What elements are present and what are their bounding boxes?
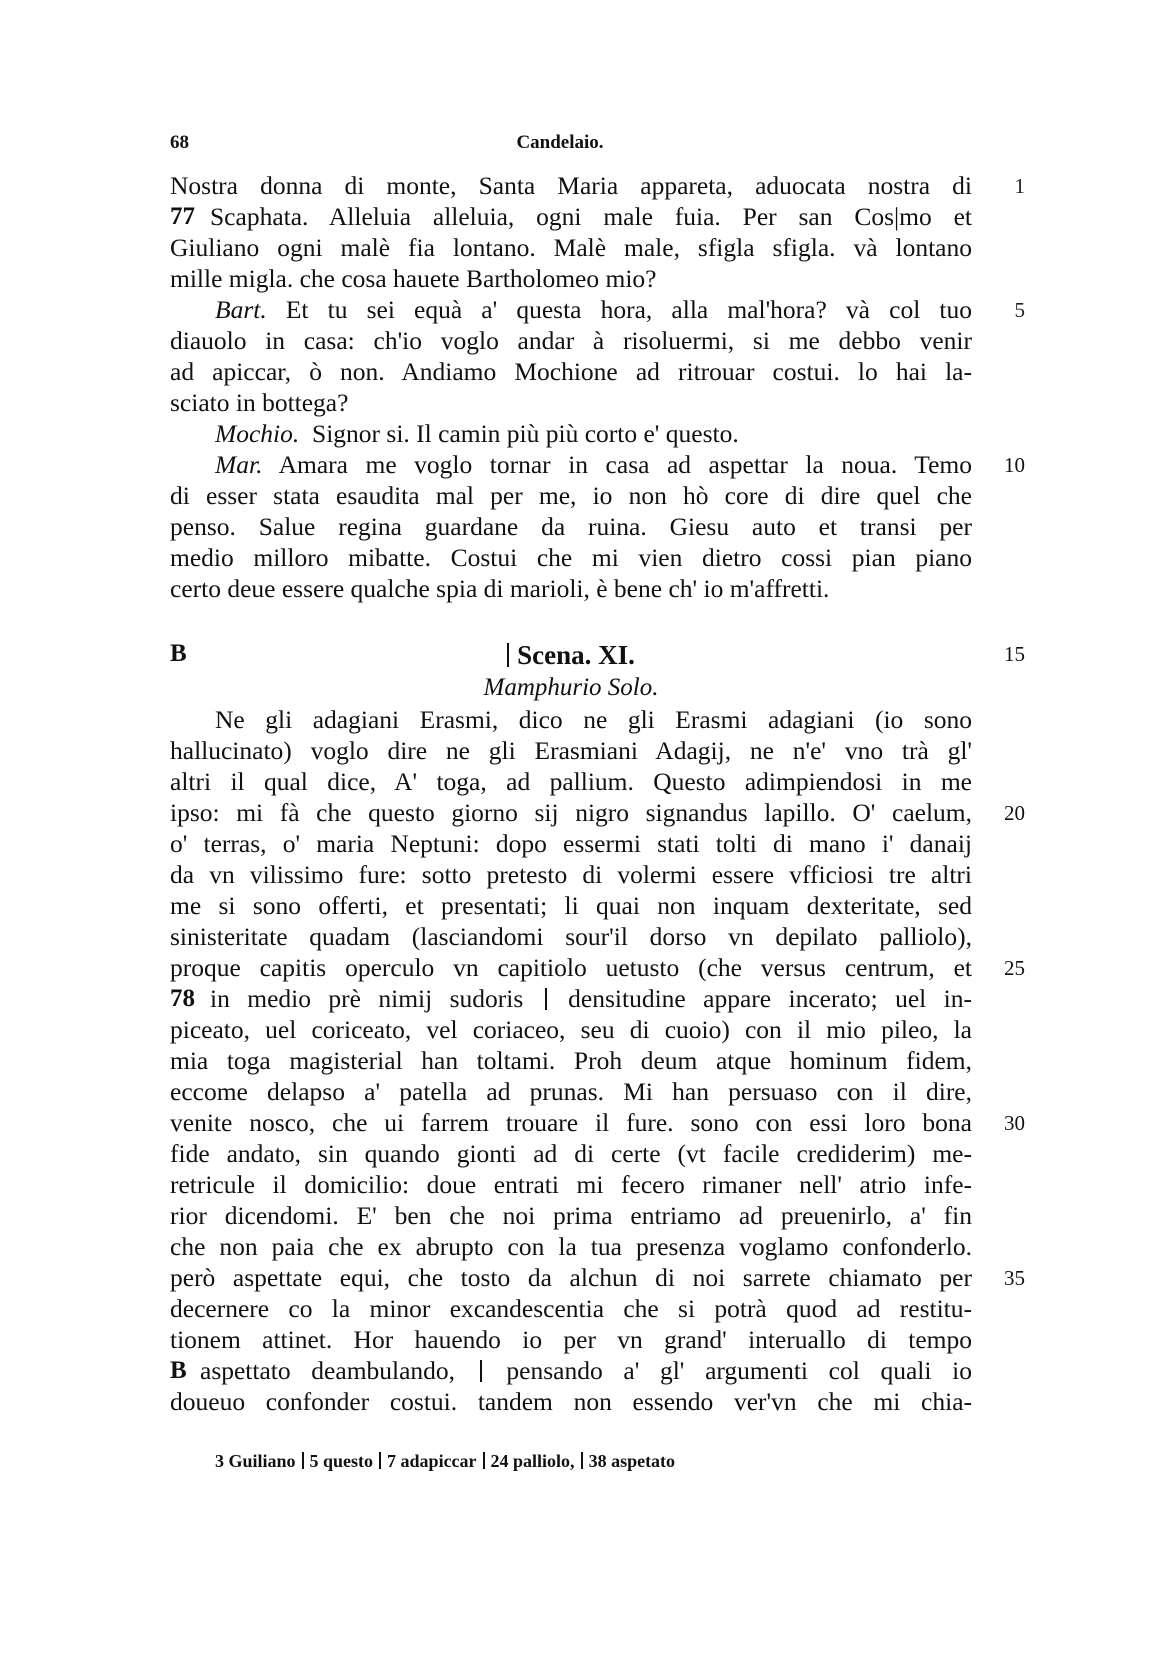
text-line: certo deue essere qualche spia di marioli, è bene ch' io m'affretti. xyxy=(170,574,830,603)
text-line: diauolo in casa: ch'io voglo andar à risoluermi, si me debbo venir xyxy=(170,326,972,355)
apparatus-note: 38 aspetato xyxy=(588,1451,676,1471)
separator-bar xyxy=(581,1452,583,1469)
text-line: Scaphata. Alleluia alleluia, ogni male fuia. Per san Cos|mo et xyxy=(210,202,972,231)
separator-bar xyxy=(545,988,547,1010)
separator-bar xyxy=(483,1452,485,1469)
text-line: me si sono offerti, et presentati; li quai non inquam dexteritate, sed xyxy=(170,891,972,920)
margin-marker-b: B xyxy=(170,1357,187,1384)
text-line: mia toga magisterial han toltami. Proh deum atque hominum fidem, xyxy=(170,1046,972,1075)
line-number: 15 xyxy=(1004,642,1025,666)
text-line: rior dicendomi. E' ben che noi prima entriamo ad preuenirlo, a' fin xyxy=(170,1201,972,1230)
speech-line xyxy=(215,449,972,481)
speaker-name: Bart. xyxy=(215,295,267,324)
text-line: hallucinato) voglo dire ne gli Erasmiani Adagij, ne n'e' vno trà gl' xyxy=(170,736,972,765)
text-line: fide andato, sin quando gionti ad di certe (vt facile crediderim) me- xyxy=(170,1139,972,1168)
apparatus-note: 24 palliolo, xyxy=(490,1451,575,1471)
text-segment: aspettato deambulando, xyxy=(200,1356,456,1385)
scene-character: Mamphurio Solo. xyxy=(483,674,659,701)
line-number: 5 xyxy=(1014,298,1025,322)
text-line: ipso: mi fà che questo giorno sij nigro signandus lapillo. O' caelum, xyxy=(170,798,972,827)
text-line: medio milloro mibatte. Costui che mi vien dietro cossi pian piano xyxy=(170,543,972,572)
text-line: Ne gli adagiani Erasmi, dico ne gli Erasmi adagiani (io sono xyxy=(215,705,972,734)
scene-title: Scena. XI. xyxy=(517,640,635,670)
page-header xyxy=(170,132,950,160)
text-line: mille migla. che cosa hauete Bartholomeo mio? xyxy=(170,264,657,293)
margin-marker-b: B xyxy=(170,640,187,667)
text-line: Nostra donna di monte, Santa Maria appareta, aduocata nostra di xyxy=(170,171,972,200)
line-number: 1 xyxy=(1014,174,1025,198)
apparatus-note: 3 Guiliano xyxy=(215,1451,296,1471)
text-line: di esser stata esaudita mal per me, io non hò core di dire quel che xyxy=(170,481,972,510)
critical-apparatus xyxy=(215,1448,975,1474)
text-line: proque capitis operculo vn capitiolo uetusto (che versus centrum, et xyxy=(170,953,972,982)
text-line: da vn vilissimo fure: sotto pretesto di volermi essere vfficiosi tre altri xyxy=(170,860,972,889)
separator-bar xyxy=(379,1452,381,1469)
text-line: doueuo confonder costui. tandem non essendo ver'vn che mi chia- xyxy=(170,1387,972,1416)
text-line: che non paia che ex abrupto con la tua presenza voglamo confonderlo. xyxy=(170,1232,972,1261)
speech-text: Signor si. Il camin più più corto e' questo. xyxy=(312,419,739,448)
line-number: 20 xyxy=(1004,801,1025,825)
speech-text: Et tu sei equà a' questa hora, alla mal'hora? và col tuo xyxy=(285,295,972,324)
line-number: 35 xyxy=(1004,1266,1025,1290)
page-number: 68 xyxy=(170,132,189,153)
text-line: piceato, uel coriceato, vel coriaceo, seu di cuoio) con il mio pileo, la xyxy=(170,1015,972,1044)
speaker-name: Mochio. xyxy=(215,419,300,448)
text-line: tionem attinet. Hor hauendo io per vn grand' interuallo di tempo xyxy=(170,1325,972,1354)
speech-line xyxy=(215,294,972,326)
text-line: decernere co la minor excandescentia che si potrà quod ad restitu- xyxy=(170,1294,972,1323)
speech-text: Amara me voglo tornar in casa ad aspettar la noua. Temo xyxy=(278,450,973,479)
page-marker-77: 77 xyxy=(170,203,195,230)
separator-bar xyxy=(480,1360,482,1382)
scene-heading xyxy=(170,638,972,672)
line-number: 30 xyxy=(1004,1111,1025,1135)
speech-line xyxy=(215,418,972,450)
text-line: sciato in bottega? xyxy=(170,388,349,417)
running-title: Candelaio. xyxy=(516,132,604,153)
text-line: eccome delapso a' patella ad prunas. Mi han persuaso con il dire, xyxy=(170,1077,972,1106)
text-segment: in medio prè nimij sudoris xyxy=(210,984,524,1013)
text-line: però aspettate equi, che tosto da alchun di noi sarrete chiamato per xyxy=(170,1263,972,1292)
line-number: 10 xyxy=(1004,453,1025,477)
apparatus-note: 5 questo xyxy=(309,1451,374,1471)
text-line: venite nosco, che ui farrem trouare il fure. sono con essi loro bona xyxy=(170,1108,972,1137)
text-line xyxy=(210,983,972,1015)
text-line: o' terras, o' maria Neptuni: dopo essermi stati tolti di mano i' danaij xyxy=(170,829,972,858)
speaker-name: Mar. xyxy=(215,450,263,479)
text-line: penso. Salue regina guardane da ruina. Giesu auto et transi per xyxy=(170,512,972,541)
text-segment: pensando a' gl' argumenti col quali io xyxy=(506,1356,972,1385)
text-line: ad apiccar, ò non. Andiamo Mochione ad ritrouar costui. lo hai la- xyxy=(170,357,972,386)
text-line xyxy=(200,1355,972,1387)
text-line: retricule il domicilio: doue entrati mi fecero rimaner nell' atrio infe- xyxy=(170,1170,972,1199)
text-line: Giuliano ogni malè fia lontano. Malè male, sfigla sfigla. và lontano xyxy=(170,233,972,262)
separator-bar xyxy=(507,643,509,667)
page-marker-78: 78 xyxy=(170,985,195,1012)
line-number: 25 xyxy=(1004,956,1025,980)
apparatus-note: 7 adapiccar xyxy=(387,1451,477,1471)
text-line: altri il qual dice, A' toga, ad pallium. Questo adimpiendosi in me xyxy=(170,767,972,796)
text-segment: densitudine appare incerato; uel in- xyxy=(568,984,973,1013)
separator-bar xyxy=(302,1452,304,1469)
text-line: sinisteritate quadam (lasciandomi sour'il dorso vn depilato palliolo), xyxy=(170,922,972,951)
